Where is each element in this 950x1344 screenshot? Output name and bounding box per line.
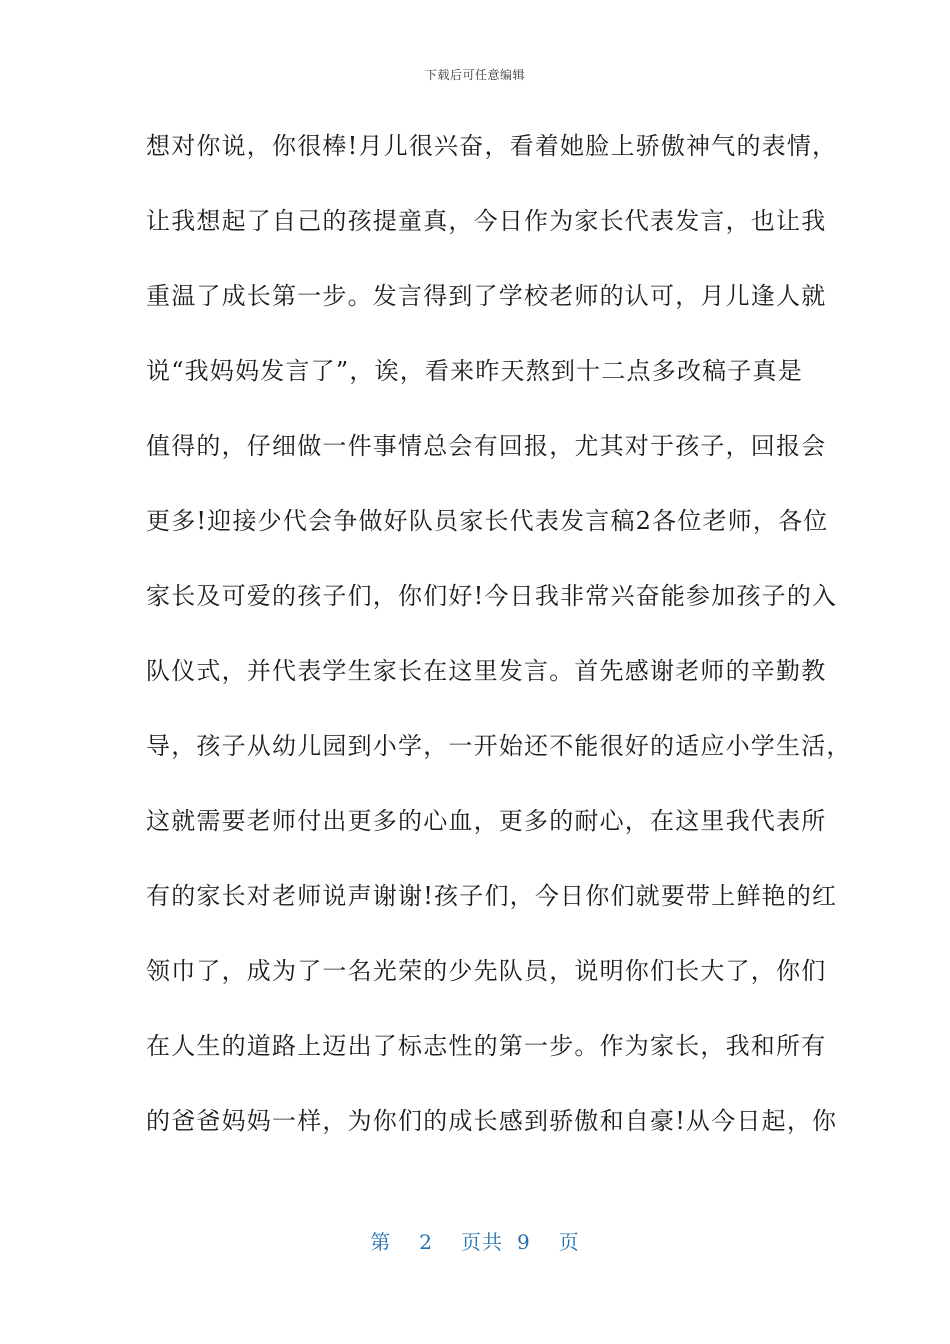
page-suffix: 页 bbox=[558, 1230, 580, 1254]
header-note: 下载后可任意编辑 bbox=[424, 68, 525, 82]
text-line: 值得的，仔细做一件事情总会有回报，尤其对于孩子，回报会 bbox=[146, 432, 827, 460]
page-number: 2 bbox=[419, 1230, 433, 1254]
text-line: 领巾了，成为了一名光荣的少先队员，说明你们长大了，你们 bbox=[146, 957, 827, 985]
page-total: 9 bbox=[517, 1230, 531, 1254]
page-indicator bbox=[0, 1226, 950, 1255]
page-prefix: 第 bbox=[370, 1230, 392, 1254]
page-middle: 页共 bbox=[461, 1230, 503, 1254]
text-line: 队仪式，并代表学生家长在这里发言。首先感谢老师的辛勤教 bbox=[146, 657, 827, 685]
text-line: 重温了成长第一步。发言得到了学校老师的认可，月儿逢人就 bbox=[146, 282, 827, 310]
text-line: 家长及可爱的孩子们，你们好!今日我非常兴奋能参加孩子的入 bbox=[146, 582, 838, 610]
text-line: 这就需要老师付出更多的心血，更多的耐心，在这里我代表所 bbox=[146, 807, 827, 835]
text-line: 说“我妈妈发言了”，诶，看来昨天熬到十二点多改稿子真是 bbox=[146, 357, 803, 385]
document-body bbox=[146, 128, 852, 1178]
text-line: 导，孩子从幼儿园到小学，一开始还不能很好的适应小学生活， bbox=[146, 732, 852, 760]
text-line: 更多!迎接少代会争做好队员家长代表发言稿2各位老师，各位 bbox=[146, 507, 829, 535]
text-line: 在人生的道路上迈出了标志性的第一步。作为家长，我和所有 bbox=[146, 1032, 827, 1060]
text-line: 的爸爸妈妈一样，为你们的成长感到骄傲和自豪!从今日起，你 bbox=[146, 1107, 838, 1135]
text-line: 有的家长对老师说声谢谢!孩子们，今日你们就要带上鲜艳的红 bbox=[146, 882, 838, 910]
text-line: 想对你说，你很棒!月儿很兴奋，看着她脸上骄傲神气的表情， bbox=[146, 132, 838, 160]
text-line: 让我想起了自己的孩提童真，今日作为家长代表发言，也让我 bbox=[146, 207, 827, 235]
